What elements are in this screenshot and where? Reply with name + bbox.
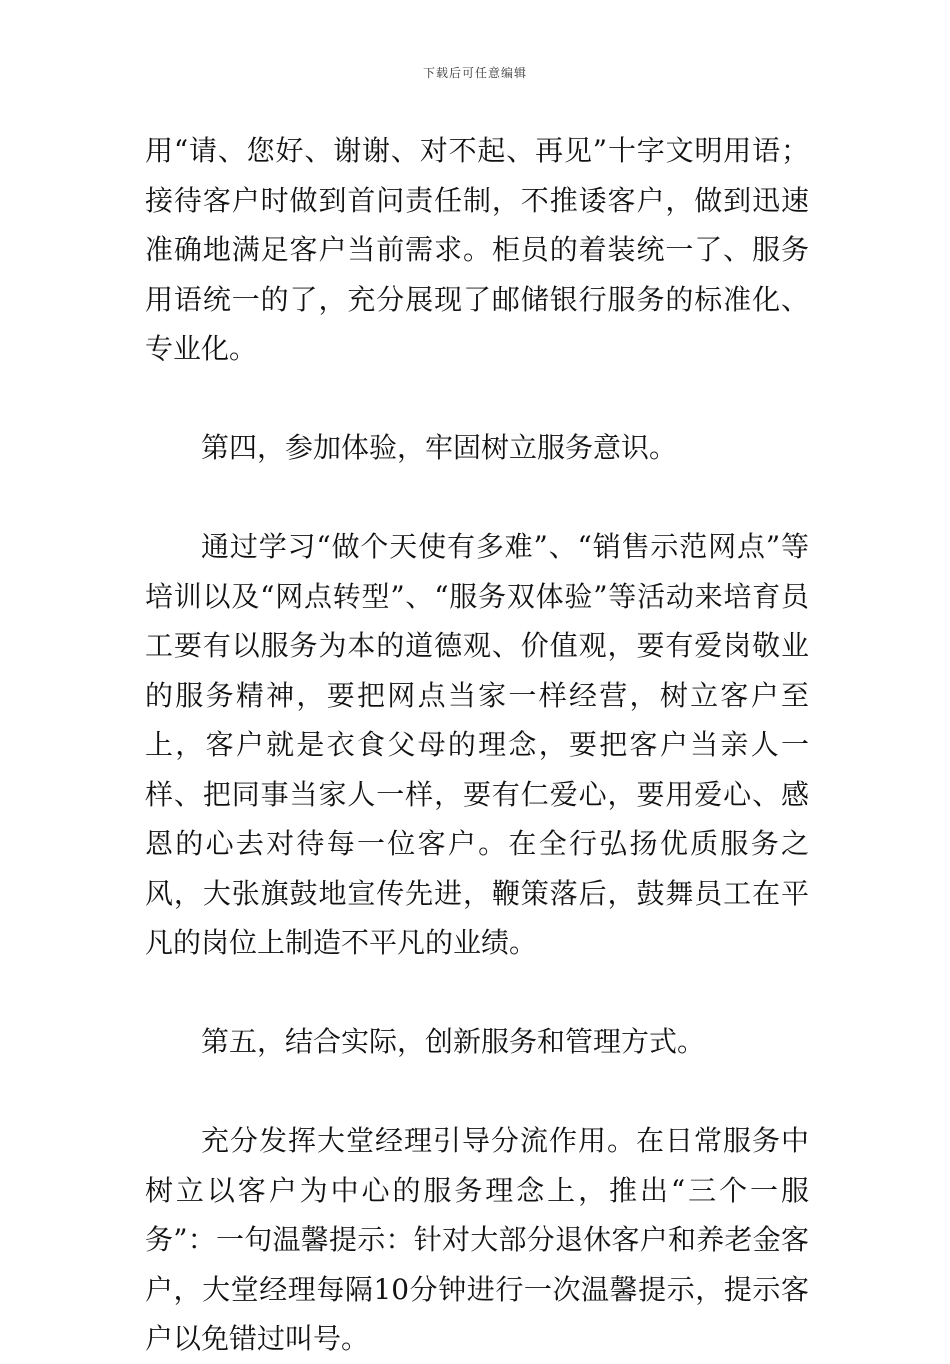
document-body	[145, 126, 809, 1364]
paragraph-gap	[145, 968, 809, 1018]
page-header: 下载后可任意编辑	[422, 66, 527, 80]
paragraph-service-language: 用“请、您好、谢谢、对不起、再见”十字文明用语；接待客户时做到首问责任制，不推诿客户，做到迅速准确地满足客户当前需求。柜员的着装统一了、服务用语统一的了，充分展现了邮储银行服务的标准化、专业化。	[145, 134, 809, 365]
paragraph-gap	[145, 473, 809, 523]
heading-fifth-point: 第五，结合实际，创新服务和管理方式。	[201, 1025, 706, 1058]
paragraph-gap	[145, 1067, 809, 1117]
paragraph-training: 通过学习“做个天使有多难”、“销售示范网点”等培训以及“网点转型”、“服务双体验”等活动来培育员工要有以服务为本的道德观、价值观，要有爱岗敬业的服务精神，要把网点当家一样经营，树立客户至上，客户就是衣食父母的理念，要把客户当亲人一样、把同事当家人一样，要有仁爱心，要用爱心、感恩的心去对待每一位客户。在全行弘扬优质服务之风，大张旗鼓地宣传先进，鞭策落后，鼓舞员工在平凡的岗位上制造不平凡的业绩。	[145, 530, 809, 959]
paragraph-gap	[145, 374, 809, 424]
heading-fourth-point: 第四，参加体验，牢固树立服务意识。	[201, 431, 678, 464]
paragraph-lobby-manager: 充分发挥大堂经理引导分流作用。在日常服务中树立以客户为中心的服务理念上，推出“三个一服务”：一句温馨提示：针对大部分退休客户和养老金客户，大堂经理每隔10分钟进行一次温馨提示，提示客户以免错过叫号。	[145, 1124, 809, 1355]
